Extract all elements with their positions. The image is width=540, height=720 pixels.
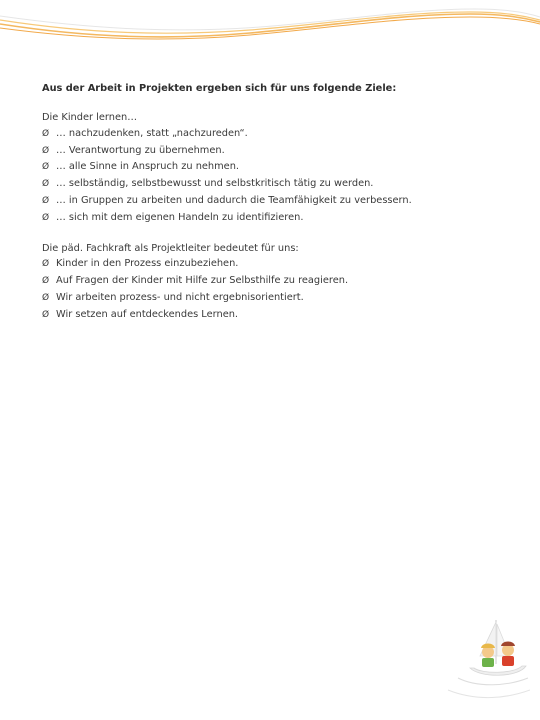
bullet-list <box>42 256 512 323</box>
arrow-bullet-icon: Ø <box>42 292 50 303</box>
section-educator-role <box>42 241 512 324</box>
document-heading: Aus der Arbeit in Projekten ergeben sich für uns folgende Ziele: <box>42 83 397 94</box>
list-item <box>42 290 512 307</box>
list-item-text: … in Gruppen zu arbeiten und dadurch die Teamfähigkeit zu verbessern. <box>56 194 412 206</box>
list-item <box>42 273 512 290</box>
list-item <box>42 159 512 176</box>
arrow-bullet-icon: Ø <box>42 212 50 223</box>
section-children-learn <box>42 110 512 227</box>
list-item-text: Wir arbeiten prozess- und nicht ergebnisorientiert. <box>56 291 304 303</box>
section-title: Die päd. Fachkraft als Projektleiter bedeutet für uns: <box>42 242 299 254</box>
list-item-text: Wir setzen auf entdeckendes Lernen. <box>56 308 239 320</box>
arrow-bullet-icon: Ø <box>42 276 50 287</box>
kindergarten-logo <box>418 612 530 712</box>
list-item <box>42 256 512 273</box>
list-item <box>42 126 512 143</box>
list-item-text: Auf Fragen der Kinder mit Hilfe zur Selbsthilfe zu reagieren. <box>56 275 349 287</box>
arrow-bullet-icon: Ø <box>42 145 50 156</box>
list-item-text: … Verantwortung zu übernehmen. <box>56 144 225 156</box>
header-wave-decoration <box>0 0 540 50</box>
document-body <box>42 83 512 338</box>
section-title: Die Kinder lernen… <box>42 112 137 123</box>
list-item <box>42 176 512 193</box>
arrow-bullet-icon: Ø <box>42 162 50 173</box>
list-item <box>42 210 512 227</box>
list-item <box>42 307 512 324</box>
list-item <box>42 193 512 210</box>
list-item <box>42 143 512 160</box>
list-item-text: … selbständig, selbstbewusst und selbstkritisch tätig zu werden. <box>56 178 374 190</box>
arrow-bullet-icon: Ø <box>42 259 50 270</box>
list-item-text: … nachzudenken, statt „nachzureden“. <box>56 127 248 139</box>
list-item-text: Kinder in den Prozess einzubeziehen. <box>56 258 239 270</box>
list-item-text: … sich mit dem eigenen Handeln zu identifizieren. <box>56 211 304 223</box>
arrow-bullet-icon: Ø <box>42 179 50 190</box>
list-item-text: … alle Sinne in Anspruch zu nehmen. <box>56 161 240 173</box>
arrow-bullet-icon: Ø <box>42 309 50 320</box>
bullet-list <box>42 126 512 227</box>
arrow-bullet-icon: Ø <box>42 195 50 206</box>
arrow-bullet-icon: Ø <box>42 128 50 139</box>
